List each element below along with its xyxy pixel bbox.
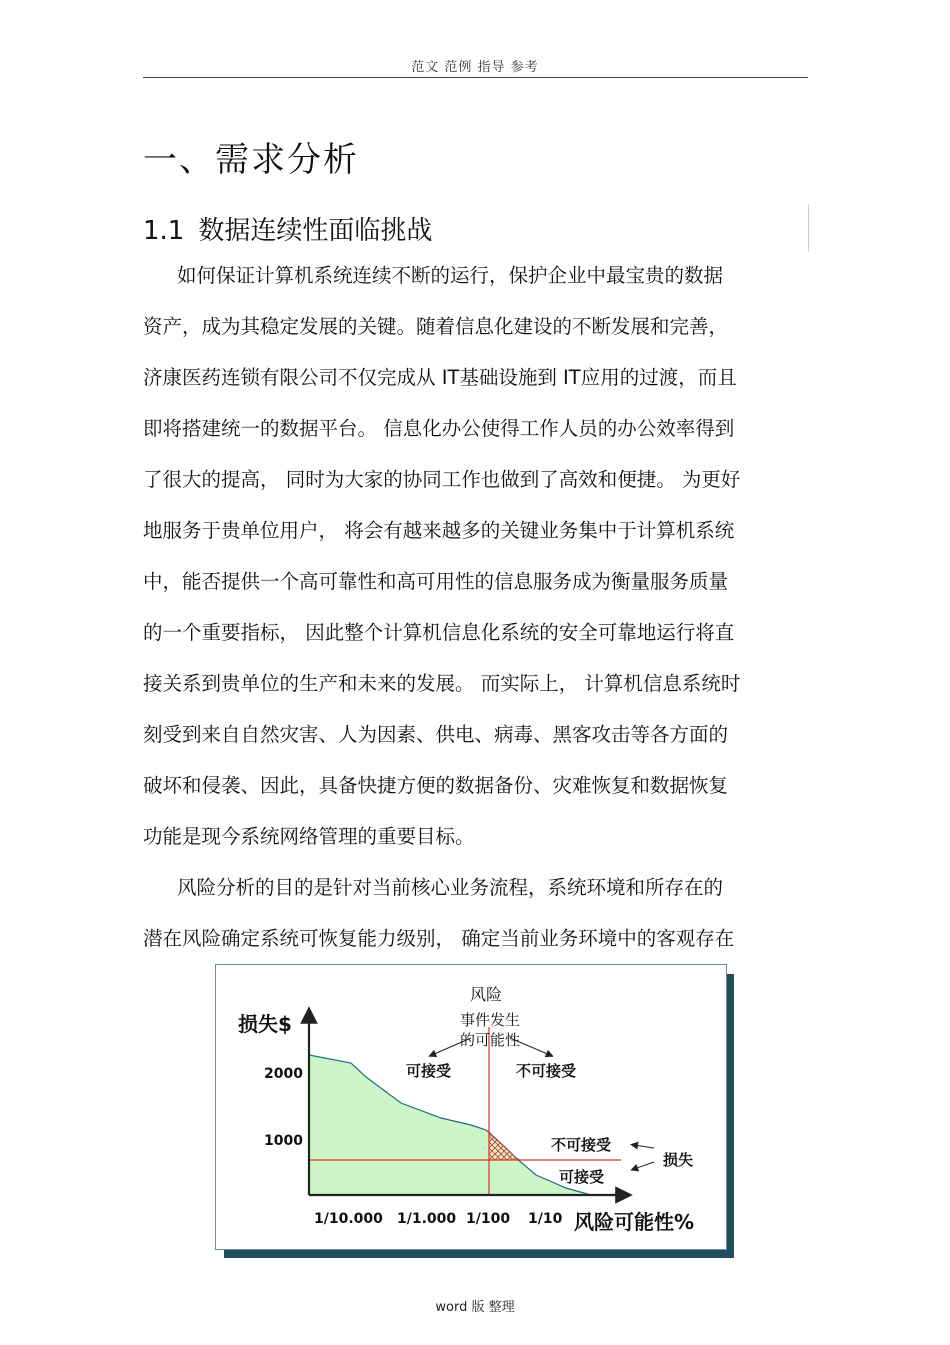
paragraph-line: 的一个重要指标， 因此整个计算机信息化系统的安全可靠地运行将直 — [143, 621, 735, 644]
risk-chart — [215, 964, 727, 1250]
y-tick-1000: 1000 — [264, 1133, 303, 1149]
paragraph-1 — [143, 250, 813, 862]
x-tick-2: 1/1.000 — [397, 1211, 457, 1227]
loss-pointer-lower — [634, 1162, 654, 1169]
section-title: 数据连续性面临挑战 — [198, 216, 433, 246]
paragraph-line: 潜在风险确定系统可恢复能力级别， 确定当前业务环境中的客观存在 — [143, 927, 735, 950]
left-acceptable-label: 可接受 — [406, 1062, 452, 1080]
y-tick-2000: 2000 — [264, 1066, 303, 1082]
paragraph-line: 接关系到贵单位的生产和未来的发展。 而实际上， 计算机信息系统时 — [143, 672, 741, 695]
paragraph-line: 地服务于贵单位用户， 将会有越来越多的关键业务集中于计算机系统 — [143, 519, 735, 542]
event-label-line2: 的可能性 — [459, 1031, 521, 1049]
header-rule — [143, 77, 808, 78]
paragraph-line: 风险分析的目的是针对当前核心业务流程，系统环境和所存在的 — [177, 876, 724, 899]
chapter-title: 一、需求分析 — [143, 140, 359, 180]
section-number: 1.1 — [143, 216, 185, 246]
section-heading-box — [143, 204, 809, 252]
paragraph-line: 资产，成为其稳定发展的关键。随着信息化建设的不断发展和完善， — [143, 315, 729, 338]
loss-acceptable-label: 可接受 — [559, 1168, 605, 1186]
paragraph-2 — [143, 862, 813, 964]
paragraph-line: 中，能否提供一个高可靠性和高可用性的信息服务成为衡量服务质量 — [143, 570, 729, 593]
loss-pointer-upper — [634, 1145, 654, 1148]
x-tick-4: 1/10 — [528, 1211, 563, 1227]
loss-label: 损失 — [663, 1151, 694, 1169]
page-footer: word 版 整理 — [435, 1300, 515, 1315]
paragraph-line: 了很大的提高， 同时为大家的协同工作也做到了高效和便捷。 为更好 — [143, 468, 741, 491]
loss-unacceptable-label: 不可接受 — [551, 1136, 612, 1154]
page-header: 范文 范例 指导 参考 — [411, 60, 539, 75]
paragraph-line: 刻受到来自自然灾害、人为因素、供电、病毒、黑客攻击等各方面的 — [143, 723, 729, 746]
paragraph-line: 如何保证计算机系统连续不断的运行，保护企业中最宝贵的数据 — [177, 264, 724, 287]
paragraph-line: 济康医药连锁有限公司不仅完成从 IT基础设施到 IT应用的过渡，而且 — [143, 366, 737, 389]
event-label-line1: 事件发生 — [459, 1011, 521, 1029]
paragraph-line: 功能是现今系统网络管理的重要目标。 — [143, 825, 475, 848]
y-axis-label: 损失$ — [238, 1012, 292, 1036]
chart-title: 风险 — [469, 985, 503, 1004]
x-tick-1: 1/10.000 — [314, 1211, 383, 1227]
paragraph-line: 即将搭建统一的数据平台。 信息化办公使得工作人员的办公效率得到 — [143, 417, 735, 440]
x-axis-label: 风险可能性% — [574, 1210, 695, 1234]
paragraph-line: 破坏和侵袭、因此，具备快捷方便的数据备份、灾难恢复和数据恢复 — [143, 774, 729, 797]
x-tick-3: 1/100 — [466, 1211, 511, 1227]
risk-chart-svg — [216, 965, 726, 1249]
right-unacceptable-label: 不可接受 — [516, 1062, 577, 1080]
section-heading — [143, 210, 432, 247]
